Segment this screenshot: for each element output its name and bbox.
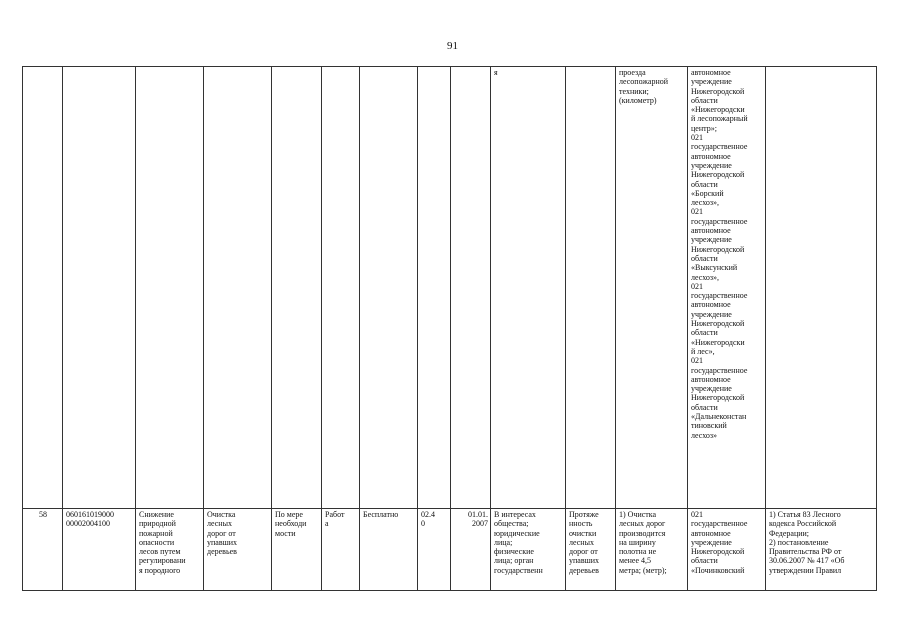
cell xyxy=(360,67,418,509)
cell-payment: Бесплатно xyxy=(360,509,418,591)
cell xyxy=(63,67,136,509)
cell-frequency: По мере необходи мости xyxy=(272,509,322,591)
services-table xyxy=(22,66,877,591)
cell xyxy=(451,67,491,509)
cell xyxy=(766,67,877,509)
cell-quality: 1) Очистка лесных дорог производится на ширину полотна не менее 4,5 метра; (метр); xyxy=(616,509,688,591)
cell-content: Очистка лесных дорог от упавших деревьев xyxy=(204,509,272,591)
cell xyxy=(322,67,360,509)
table-row-continued xyxy=(23,67,877,509)
cell-consumers-continued: я xyxy=(491,67,566,509)
cell xyxy=(418,67,451,509)
cell-legal: 1) Статья 83 Лесного кодекса Российской Федерации; 2) постановление Правительства РФ от 30.06.2007 № 417 «Об утверждении Правил xyxy=(766,509,877,591)
cell-type: Работ а xyxy=(322,509,360,591)
cell-indicator: Протяже нность очистки лесных дорог от упавших деревьев xyxy=(566,509,616,591)
row-number: 58 xyxy=(23,509,63,591)
cell-name: Снижение природной пожарной опасности лесов путем регулировани я породного xyxy=(136,509,204,591)
cell-consumers: В интересах общества; юридические лица; физические лица; орган государственн xyxy=(491,509,566,591)
table-row-58 xyxy=(23,509,877,591)
page-number: 91 xyxy=(447,40,458,52)
cell-institution: 021 государственное автономное учреждение Нижегородской области «Починковский xyxy=(688,509,766,591)
cell xyxy=(23,67,63,509)
cell xyxy=(204,67,272,509)
cell-okved: 02.4 0 xyxy=(418,509,451,591)
cell xyxy=(272,67,322,509)
cell-quality-continued: проезда лесопожарной техники; (километр) xyxy=(616,67,688,509)
cell-date: 01.01. 2007 xyxy=(451,509,491,591)
cell xyxy=(136,67,204,509)
cell-institution-continued: автономное учреждение Нижегородской области «Нижегородски й лесопожарный центр»; 021 государственное автономное учреждение Нижегородской области «Борский лесхоз», 021 государственное автономное учреждение Нижегородской области «Выксунский лесхоз», 021 государственное автономное учреждение Нижегородской области «Нижегородски й лес», 021 государственное автономное учреждение Нижегородской области «Дальнеконстан тиновский лесхоз» xyxy=(688,67,766,509)
cell-code: 060161019000 00002004100 xyxy=(63,509,136,591)
cell xyxy=(566,67,616,509)
